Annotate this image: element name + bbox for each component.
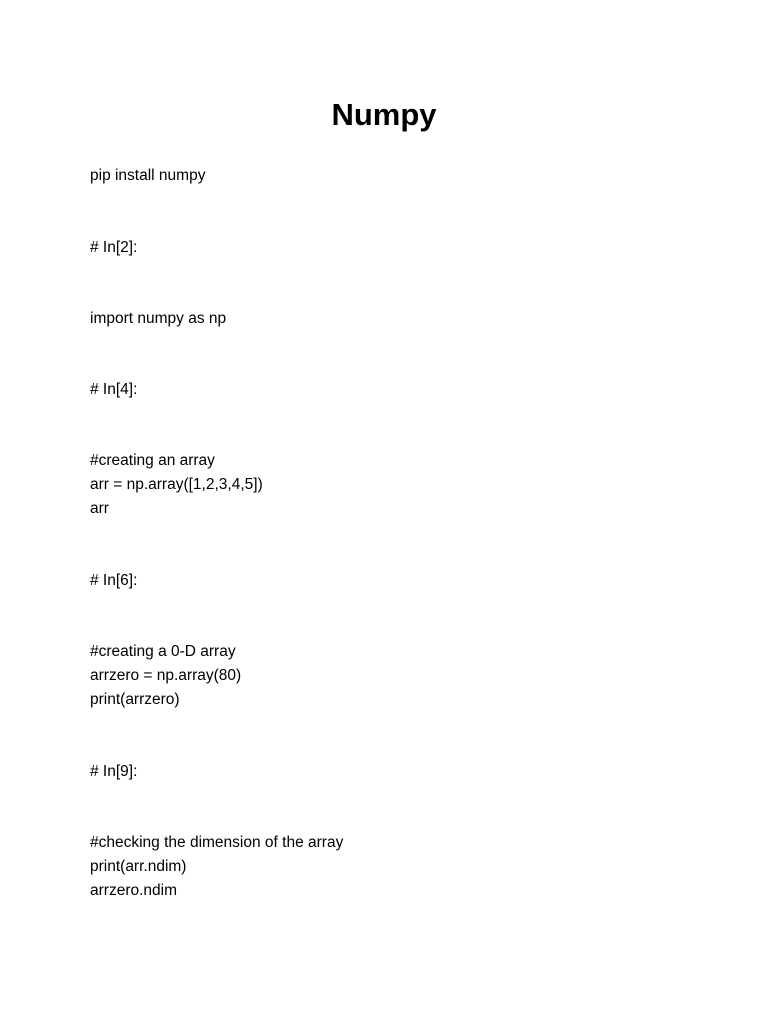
cell-marker-in-6: # In[6]: bbox=[90, 572, 138, 589]
comment-line-creating-0d-array: #creating a 0-D array bbox=[90, 643, 236, 660]
code-line-print-arrzero: print(arrzero) bbox=[90, 691, 180, 708]
code-line-arr: arr bbox=[90, 500, 109, 517]
code-line-import: import numpy as np bbox=[90, 310, 227, 327]
code-line-arrzero-assign: arrzero = np.array(80) bbox=[90, 667, 242, 684]
document-title: Numpy bbox=[331, 97, 437, 132]
code-line-arr-assign: arr = np.array([1,2,3,4,5]) bbox=[90, 476, 263, 493]
comment-line-creating-array: #creating an array bbox=[90, 452, 215, 469]
comment-line-checking-dimension: #checking the dimension of the array bbox=[90, 834, 344, 851]
code-line-arrzero-ndim: arrzero.ndim bbox=[90, 882, 177, 899]
code-line-print-ndim: print(arr.ndim) bbox=[90, 858, 187, 875]
cell-marker-in-4: # In[4]: bbox=[90, 381, 138, 398]
cell-marker-in-2: # In[2]: bbox=[90, 239, 138, 256]
cell-marker-in-9: # In[9]: bbox=[90, 763, 138, 780]
code-line-pip-install: pip install numpy bbox=[90, 167, 206, 184]
